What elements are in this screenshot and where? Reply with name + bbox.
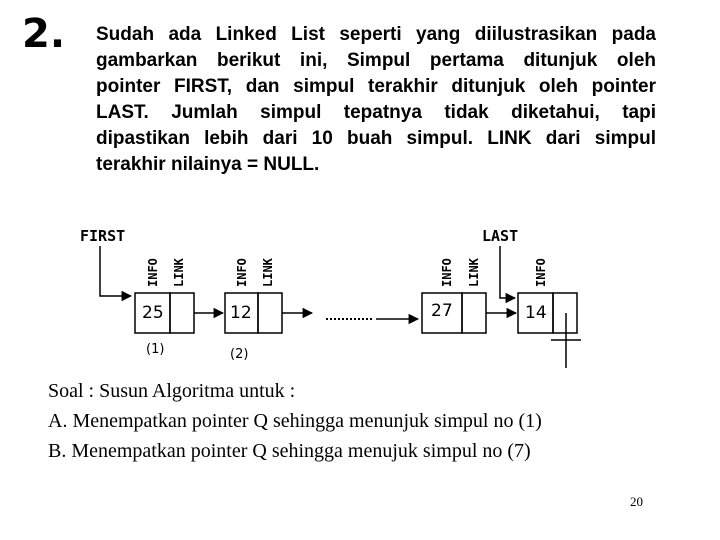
node-link-box [170, 293, 194, 333]
node-link-box [258, 293, 282, 333]
info-field-label: INFO [235, 258, 249, 287]
description-line: dipastikan lebih dari 10 buah simpul. LINK dari simpul [96, 128, 656, 149]
questions-intro: Soal : Susun Algoritma untuk : [48, 380, 296, 402]
info-field-label: INFO [534, 258, 548, 287]
node-info-value: 12 [230, 303, 252, 323]
description-line: Sudah ada Linked List seperti yang diilustrasikan pada [96, 24, 656, 45]
description-line: LAST. Jumlah simpul tepatnya tidak diketahui, tapi [96, 102, 656, 123]
last-pointer-arrow [500, 246, 515, 298]
node-link-box [462, 293, 486, 333]
last-pointer-label: LAST [482, 227, 519, 245]
description-line: gambarkan berikut ini, Simpul pertama ditunjuk oleh [96, 50, 656, 71]
link-field-label: LINK [467, 258, 481, 287]
problem-number: 2. [22, 11, 66, 57]
node-number-label: (1) [146, 342, 165, 357]
question-item: A. Menempatkan pointer Q sehingga menunjuk simpul no (1) [48, 410, 542, 432]
questions [48, 376, 542, 466]
node-second-last [422, 257, 486, 333]
node-last [518, 258, 577, 333]
link-field-label: LINK [261, 258, 275, 287]
page-number: 20 [630, 494, 643, 509]
node-info-value: 27 [431, 301, 453, 321]
node-1 [135, 257, 194, 357]
first-pointer-arrow [100, 246, 131, 296]
node-info-value: 25 [142, 303, 164, 323]
question-item: B. Menempatkan pointer Q sehingga menujuk simpul no (7) [48, 440, 531, 462]
node-number-label: (2) [230, 347, 249, 362]
link-field-label: LINK [172, 258, 186, 287]
node-info-value: 14 [525, 303, 547, 323]
description-line: terakhir nilainya = NULL. [96, 154, 320, 175]
info-field-label: INFO [440, 258, 454, 287]
info-field-label: INFO [146, 258, 160, 287]
description-line: pointer FIRST, dan simpul terakhir ditunjuk oleh pointer [96, 76, 656, 97]
first-pointer-label: FIRST [80, 227, 126, 245]
node-2 [225, 257, 282, 362]
node-link-box [553, 293, 577, 333]
